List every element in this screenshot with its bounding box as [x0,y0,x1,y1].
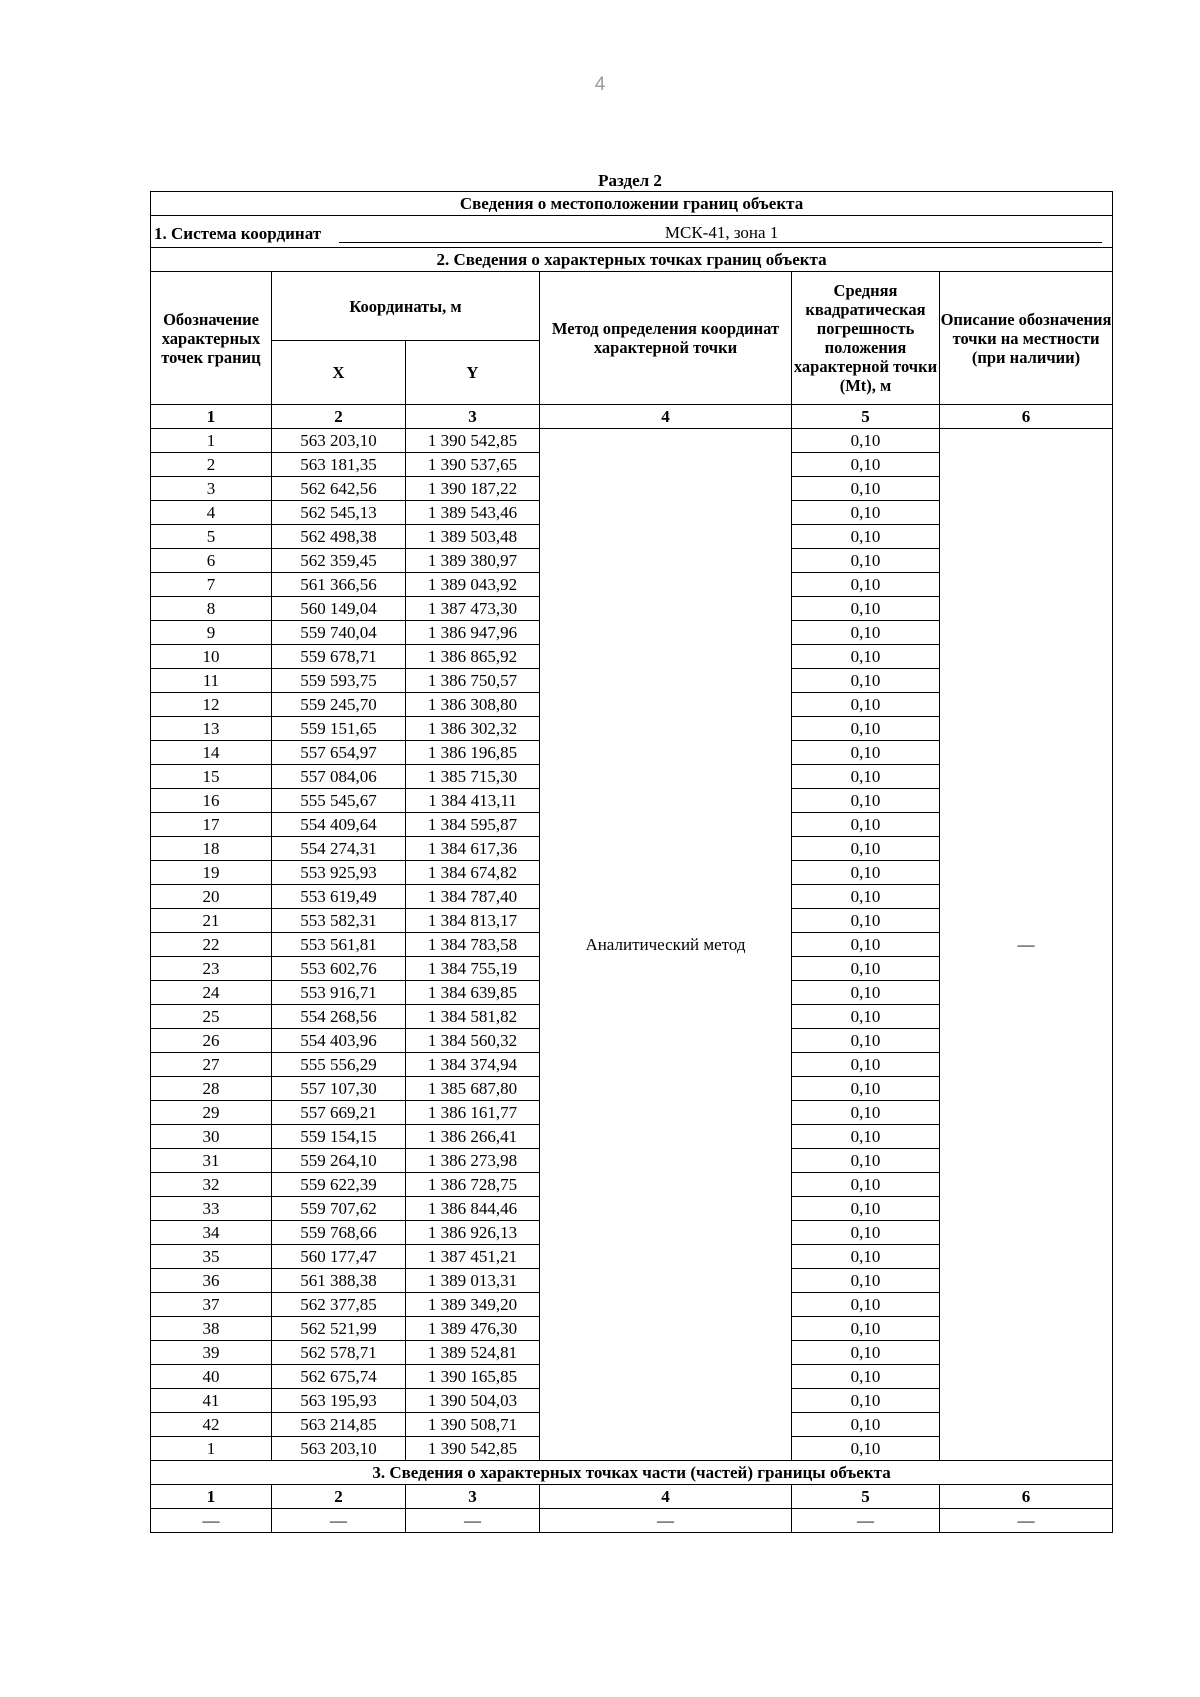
column-number: 3 [406,405,540,429]
coord-x: 557 084,06 [272,765,406,789]
coord-x: 563 214,85 [272,1413,406,1437]
error-mt: 0,10 [792,1005,940,1029]
point-number: 17 [151,813,272,837]
coord-y: 1 386 844,46 [406,1197,540,1221]
coord-y: 1 390 542,85 [406,1437,540,1461]
header-method: Метод определения координат характерной точки [540,272,792,405]
coord-y: 1 385 687,80 [406,1077,540,1101]
error-mt: 0,10 [792,1245,940,1269]
point-number: 24 [151,981,272,1005]
point-number: 16 [151,789,272,813]
point-number: 9 [151,621,272,645]
coord-y: 1 384 755,19 [406,957,540,981]
error-mt: 0,10 [792,1389,940,1413]
error-mt: 0,10 [792,717,940,741]
coord-y: 1 390 165,85 [406,1365,540,1389]
coord-y: 1 389 476,30 [406,1317,540,1341]
point-number: 27 [151,1053,272,1077]
column-number: 6 [940,1485,1113,1509]
coord-y: 1 389 013,31 [406,1269,540,1293]
coord-y: 1 384 560,32 [406,1029,540,1053]
column-number: 3 [406,1485,540,1509]
coord-x: 553 602,76 [272,957,406,981]
error-mt: 0,10 [792,813,940,837]
coord-y: 1 387 451,21 [406,1245,540,1269]
coord-y: 1 390 504,03 [406,1389,540,1413]
point-number: 31 [151,1149,272,1173]
coord-system-label: 1. Система координат [154,223,322,243]
point-number: 2 [151,453,272,477]
coord-y: 1 384 595,87 [406,813,540,837]
header-description: Описание обозначения точки на местности (при наличии) [940,272,1113,405]
coord-x: 557 107,30 [272,1077,406,1101]
column-number: 5 [792,1485,940,1509]
point-number: 5 [151,525,272,549]
point-number: 39 [151,1341,272,1365]
error-mt: 0,10 [792,1149,940,1173]
coord-x: 563 195,93 [272,1389,406,1413]
coord-y: 1 386 302,32 [406,717,540,741]
part3-cell: — [540,1509,792,1533]
coord-y: 1 389 503,48 [406,525,540,549]
coord-y: 1 386 161,77 [406,1101,540,1125]
point-number: 6 [151,549,272,573]
coord-y: 1 389 043,92 [406,573,540,597]
point-number: 35 [151,1245,272,1269]
coord-y: 1 384 787,40 [406,885,540,909]
part2-title: 2. Сведения о характерных точках границ объекта [151,248,1113,272]
coord-y: 1 384 813,17 [406,909,540,933]
error-mt: 0,10 [792,645,940,669]
error-mt: 0,10 [792,669,940,693]
point-number: 21 [151,909,272,933]
column-number: 2 [272,405,406,429]
coord-y: 1 390 542,85 [406,429,540,453]
point-number: 34 [151,1221,272,1245]
coord-y: 1 389 380,97 [406,549,540,573]
coord-y: 1 389 524,81 [406,1341,540,1365]
error-mt: 0,10 [792,837,940,861]
coord-x: 563 203,10 [272,429,406,453]
page-number: 4 [594,74,606,95]
point-number: 29 [151,1101,272,1125]
error-mt: 0,10 [792,525,940,549]
error-mt: 0,10 [792,693,940,717]
coord-y: 1 384 413,11 [406,789,540,813]
coord-x: 559 707,62 [272,1197,406,1221]
point-number: 37 [151,1293,272,1317]
error-mt: 0,10 [792,1341,940,1365]
point-number: 14 [151,741,272,765]
point-number: 26 [151,1029,272,1053]
column-number: 6 [940,405,1113,429]
point-number: 18 [151,837,272,861]
coord-y: 1 386 728,75 [406,1173,540,1197]
coord-x: 563 203,10 [272,1437,406,1461]
coord-x: 562 498,38 [272,525,406,549]
points-body [151,429,1113,1461]
part3-cell: — [940,1509,1113,1533]
coord-x: 559 678,71 [272,645,406,669]
error-mt: 0,10 [792,597,940,621]
point-number: 1 [151,1437,272,1461]
column-number: 4 [540,405,792,429]
coord-x: 553 619,49 [272,885,406,909]
column-number: 1 [151,1485,272,1509]
point-number: 38 [151,1317,272,1341]
part3-title: 3. Сведения о характерных точках части (частей) границы объекта [151,1461,1113,1485]
coord-y: 1 386 947,96 [406,621,540,645]
coord-x: 562 377,85 [272,1293,406,1317]
error-mt: 0,10 [792,1125,940,1149]
coord-x: 561 388,38 [272,1269,406,1293]
coord-x: 560 149,04 [272,597,406,621]
header-coordinates: Координаты, м [272,272,540,341]
coord-y: 1 390 537,65 [406,453,540,477]
error-mt: 0,10 [792,1053,940,1077]
coord-x: 559 740,04 [272,621,406,645]
error-mt: 0,10 [792,429,940,453]
point-number: 10 [151,645,272,669]
coord-x: 559 245,70 [272,693,406,717]
error-mt: 0,10 [792,1077,940,1101]
point-number: 28 [151,1077,272,1101]
error-mt: 0,10 [792,1365,940,1389]
part3-cell: — [792,1509,940,1533]
description-cell: — [940,429,1113,1461]
coord-system-value: МСК-41, зона 1 [339,223,1102,243]
coord-x: 562 521,99 [272,1317,406,1341]
header-y: Y [406,341,540,405]
error-mt: 0,10 [792,1437,940,1461]
coord-x: 553 925,93 [272,861,406,885]
coord-y: 1 386 266,41 [406,1125,540,1149]
coord-y: 1 387 473,30 [406,597,540,621]
point-number: 3 [151,477,272,501]
error-mt: 0,10 [792,1101,940,1125]
column-number: 5 [792,405,940,429]
coord-y: 1 389 349,20 [406,1293,540,1317]
section-title: Раздел 2 [598,171,662,190]
coord-y: 1 386 750,57 [406,669,540,693]
coord-y: 1 384 674,82 [406,861,540,885]
coord-y: 1 386 196,85 [406,741,540,765]
part3-cell: — [151,1509,272,1533]
error-mt: 0,10 [792,621,940,645]
error-mt: 0,10 [792,549,940,573]
point-number: 36 [151,1269,272,1293]
point-number: 11 [151,669,272,693]
column-number: 2 [272,1485,406,1509]
coord-x: 562 545,13 [272,501,406,525]
error-mt: 0,10 [792,453,940,477]
coord-x: 555 545,67 [272,789,406,813]
coord-y: 1 384 374,94 [406,1053,540,1077]
error-mt: 0,10 [792,1197,940,1221]
point-number: 12 [151,693,272,717]
coord-x: 562 578,71 [272,1341,406,1365]
coord-x: 557 654,97 [272,741,406,765]
error-mt: 0,10 [792,765,940,789]
error-mt: 0,10 [792,885,940,909]
error-mt: 0,10 [792,1173,940,1197]
table-title: Сведения о местоположении границ объекта [151,192,1113,216]
coord-x: 557 669,21 [272,1101,406,1125]
coord-x: 559 151,65 [272,717,406,741]
error-mt: 0,10 [792,1269,940,1293]
coord-y: 1 386 308,80 [406,693,540,717]
error-mt: 0,10 [792,957,940,981]
header-error: Средняя квадратическая погрешность положения характерной точки (Mt), м [792,272,940,405]
boundary-table [150,191,1113,1533]
table-row [151,429,1113,453]
coord-x: 559 264,10 [272,1149,406,1173]
coord-system-row [151,216,1113,248]
error-mt: 0,10 [792,909,940,933]
coord-x: 559 622,39 [272,1173,406,1197]
error-mt: 0,10 [792,861,940,885]
coord-x: 559 154,15 [272,1125,406,1149]
coord-x: 563 181,35 [272,453,406,477]
point-number: 19 [151,861,272,885]
error-mt: 0,10 [792,933,940,957]
error-mt: 0,10 [792,789,940,813]
point-number: 33 [151,1197,272,1221]
error-mt: 0,10 [792,1221,940,1245]
coord-y: 1 384 783,58 [406,933,540,957]
part3-row [151,1509,1113,1533]
error-mt: 0,10 [792,1029,940,1053]
part3-column-numbers-row [151,1485,1113,1509]
coord-x: 553 561,81 [272,933,406,957]
part3-cell: — [272,1509,406,1533]
header-point-designation: Обозначение характерных точек границ [151,272,272,405]
point-number: 1 [151,429,272,453]
point-number: 30 [151,1125,272,1149]
coord-y: 1 390 508,71 [406,1413,540,1437]
coord-y: 1 384 581,82 [406,1005,540,1029]
coord-y: 1 386 926,13 [406,1221,540,1245]
error-mt: 0,10 [792,501,940,525]
point-number: 20 [151,885,272,909]
point-number: 15 [151,765,272,789]
coord-x: 562 675,74 [272,1365,406,1389]
point-number: 13 [151,717,272,741]
header-x: X [272,341,406,405]
coord-x: 561 366,56 [272,573,406,597]
point-number: 25 [151,1005,272,1029]
error-mt: 0,10 [792,741,940,765]
coord-x: 553 916,71 [272,981,406,1005]
coord-x: 562 642,56 [272,477,406,501]
coord-x: 554 409,64 [272,813,406,837]
coord-y: 1 390 187,22 [406,477,540,501]
coord-y: 1 385 715,30 [406,765,540,789]
point-number: 42 [151,1413,272,1437]
error-mt: 0,10 [792,1413,940,1437]
part3-cell: — [406,1509,540,1533]
point-number: 40 [151,1365,272,1389]
point-number: 8 [151,597,272,621]
coord-y: 1 384 617,36 [406,837,540,861]
coord-x: 555 556,29 [272,1053,406,1077]
column-numbers-row [151,405,1113,429]
coord-x: 562 359,45 [272,549,406,573]
coord-y: 1 389 543,46 [406,501,540,525]
point-number: 32 [151,1173,272,1197]
coord-y: 1 384 639,85 [406,981,540,1005]
error-mt: 0,10 [792,573,940,597]
coord-x: 554 268,56 [272,1005,406,1029]
error-mt: 0,10 [792,477,940,501]
point-number: 7 [151,573,272,597]
error-mt: 0,10 [792,1317,940,1341]
coord-x: 559 593,75 [272,669,406,693]
coord-x: 553 582,31 [272,909,406,933]
coord-x: 560 177,47 [272,1245,406,1269]
coord-x: 559 768,66 [272,1221,406,1245]
coord-y: 1 386 865,92 [406,645,540,669]
coord-x: 554 403,96 [272,1029,406,1053]
point-number: 22 [151,933,272,957]
point-number: 23 [151,957,272,981]
error-mt: 0,10 [792,981,940,1005]
column-number: 1 [151,405,272,429]
column-number: 4 [540,1485,792,1509]
point-number: 4 [151,501,272,525]
coord-y: 1 386 273,98 [406,1149,540,1173]
method-cell: Аналитический метод [540,429,792,1461]
point-number: 41 [151,1389,272,1413]
error-mt: 0,10 [792,1293,940,1317]
coord-x: 554 274,31 [272,837,406,861]
